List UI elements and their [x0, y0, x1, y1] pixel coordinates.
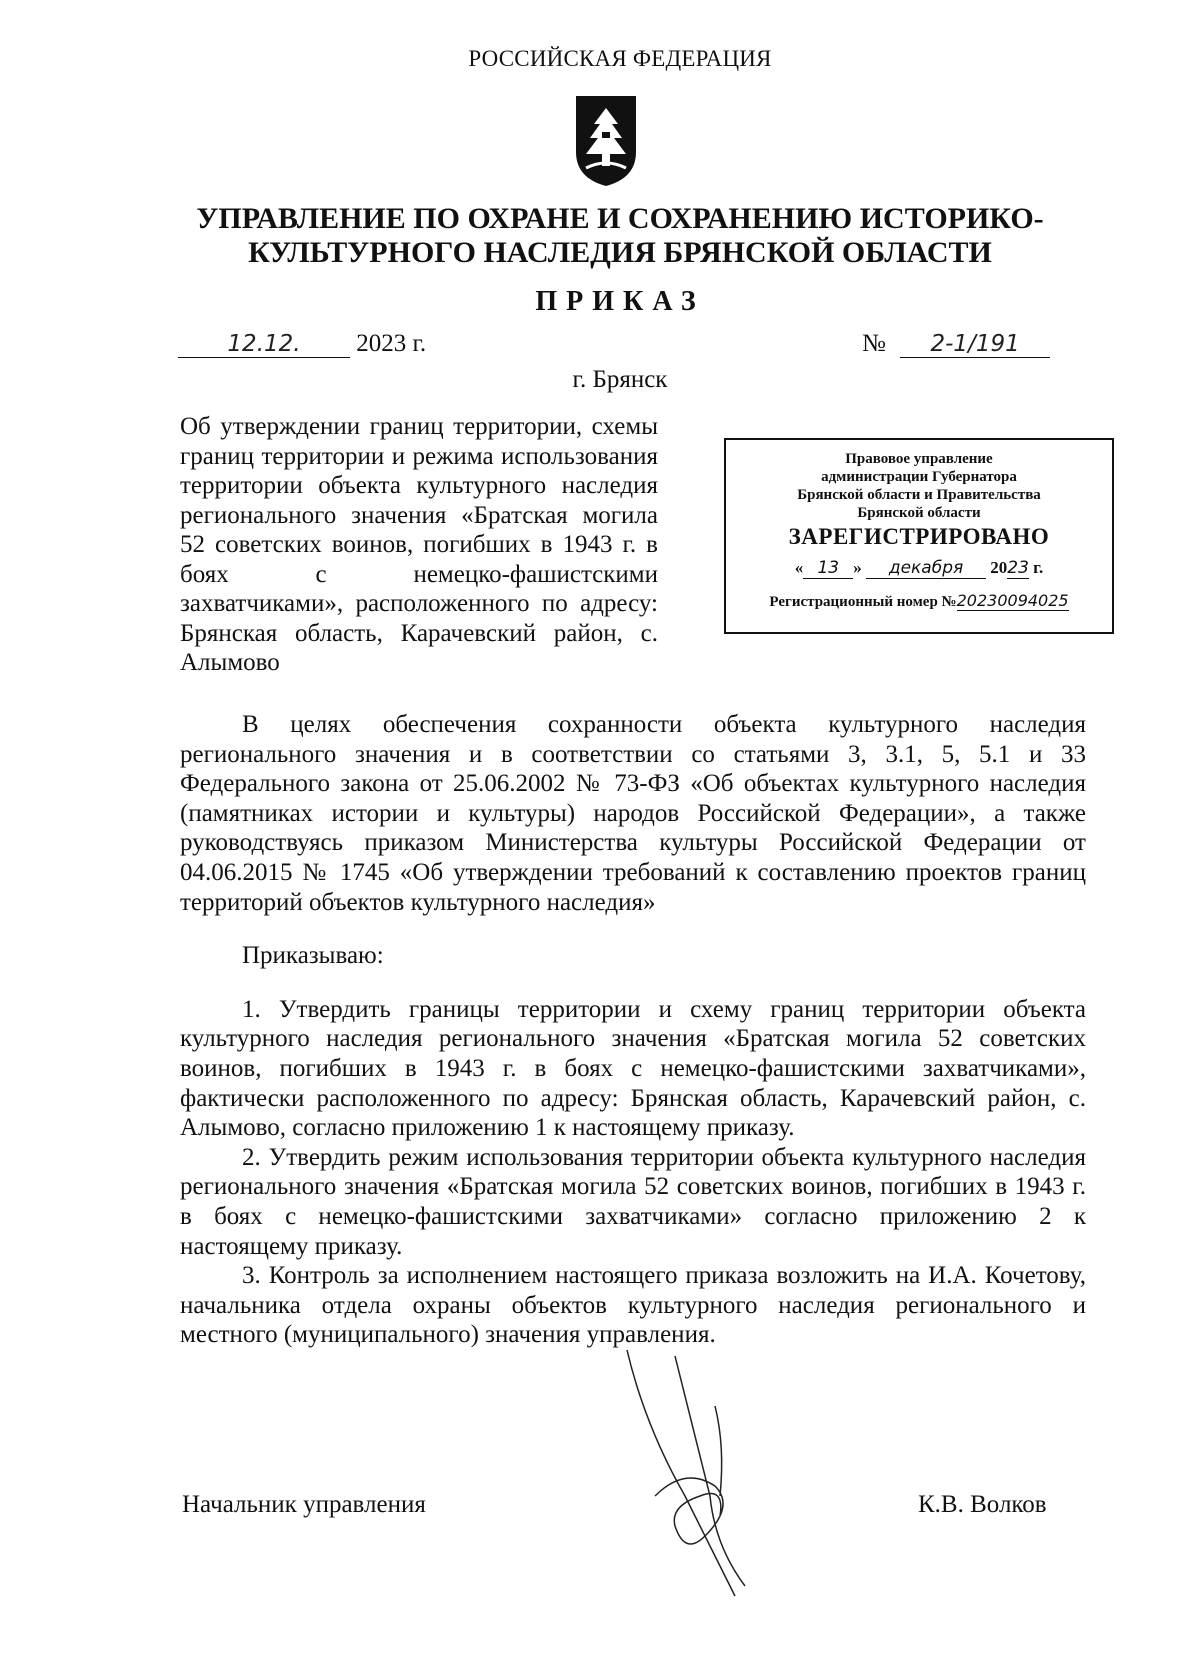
- stamp-reg-number: 20230094025: [956, 591, 1069, 610]
- stamp-date: « 13 » декабря 2023 г.: [794, 558, 1044, 578]
- handwritten-signature: [615, 1346, 795, 1606]
- order-subject: [180, 412, 658, 678]
- stamp-year-unit: г.: [1033, 558, 1044, 577]
- stamp-line-1: Правовое управление: [845, 451, 993, 467]
- organization-name-line1: УПРАВЛЕНИЕ ПО ОХРАНЕ И СОХРАНЕНИЮ ИСТОРИКО-: [196, 202, 1044, 235]
- order-word: Приказываю:: [242, 942, 384, 970]
- country-header: РОССИЙСКАЯ ФЕДЕРАЦИЯ: [468, 46, 772, 71]
- document-type-title: ПРИКАЗ: [535, 286, 705, 317]
- stamp-year-suffix: 23: [1007, 558, 1029, 578]
- order-year: 2023 г.: [356, 330, 427, 357]
- coat-of-arms-emblem: [572, 92, 640, 188]
- stamp-reg-label: Регистрационный номер №: [769, 594, 957, 610]
- order-item-1: 1. Утвердить границы территории и схему границ территории объекта культурного наследия регионального значения «Братская могила 52 советских воинов, погибших в 1943 г. в боях с немецко-фашистскими захватчиками», фактически расположенного по адресу: Брянская область, Карачевский район, с. Алымово, согласно приложению 1 к настоящему приказу.: [180, 995, 1086, 1142]
- order-subject-text: Об утверждении границ территории, схемы границ территории и режима использования территории объекта культурного наследия регионального значения «Братская могила 52 советских воинов, погибших в 1943 г. в боях с немецко-фашистскими захватчиками», расположенного по адресу: Брянская область, Карачевский район, с. Алымово: [180, 413, 658, 676]
- order-date: [178, 330, 426, 358]
- preamble-paragraph: В целях обеспечения сохранности объекта культурного наследия регионального значения и в соответствии со статьями 3, 3.1, 5, 5.1 и 33 Федерального закона от 25.06.2002 № 73-ФЗ «Об объектах культурного наследия (памятниках истории и культуры) народов Российской Федерации», а также руководствуясь приказом Министерства культуры Российской Федерации от 04.06.2015 № 1745 «Об утверждении требований к составлению проектов границ территорий объектов культурного наследия»: [180, 711, 1086, 916]
- city: г. Брянск: [572, 366, 668, 393]
- handwritten-number: 2-1/191: [900, 331, 1050, 358]
- signatory-name: К.В. Волков: [918, 1491, 1047, 1518]
- stamp-year-prefix: 20: [990, 558, 1008, 577]
- stamp-registered-title: ЗАРЕГИСТРИРОВАНО: [788, 524, 1050, 549]
- document-body: [180, 710, 1086, 1350]
- order-number: [862, 330, 1050, 358]
- registration-stamp: [724, 438, 1114, 634]
- order-item-2: 2. Утвердить режим использования территории объекта культурного наследия регионального значения «Братская могила 52 советских воинов, погибших в 1943 г. в боях с немецко-фашистскими захватчиками» согласно приложению 2 к настоящему приказу.: [180, 1143, 1086, 1260]
- stamp-day: 13: [803, 558, 853, 579]
- number-sign: №: [862, 330, 886, 357]
- order-item-3: 3. Контроль за исполнением настоящего приказа возложить на И.А. Кочетову, начальника отдела охраны объектов культурного наследия регионального и местного (муниципального) значения управления.: [180, 1262, 1086, 1349]
- organization-name: [150, 202, 1090, 270]
- organization-name-line2: КУЛЬТУРНОГО НАСЛЕДИЯ БРЯНСКОЙ ОБЛАСТИ: [248, 236, 992, 269]
- stamp-line-2: администрации Губернатора: [821, 469, 1017, 485]
- signatory-position: Начальник управления: [182, 1491, 426, 1518]
- stamp-registration-number: [726, 591, 1112, 611]
- stamp-month: декабря: [866, 558, 986, 579]
- handwritten-date: 12.12.: [178, 331, 350, 358]
- stamp-line-4: Брянской области: [857, 505, 981, 521]
- stamp-line-3: Брянской области и Правительства: [797, 487, 1041, 503]
